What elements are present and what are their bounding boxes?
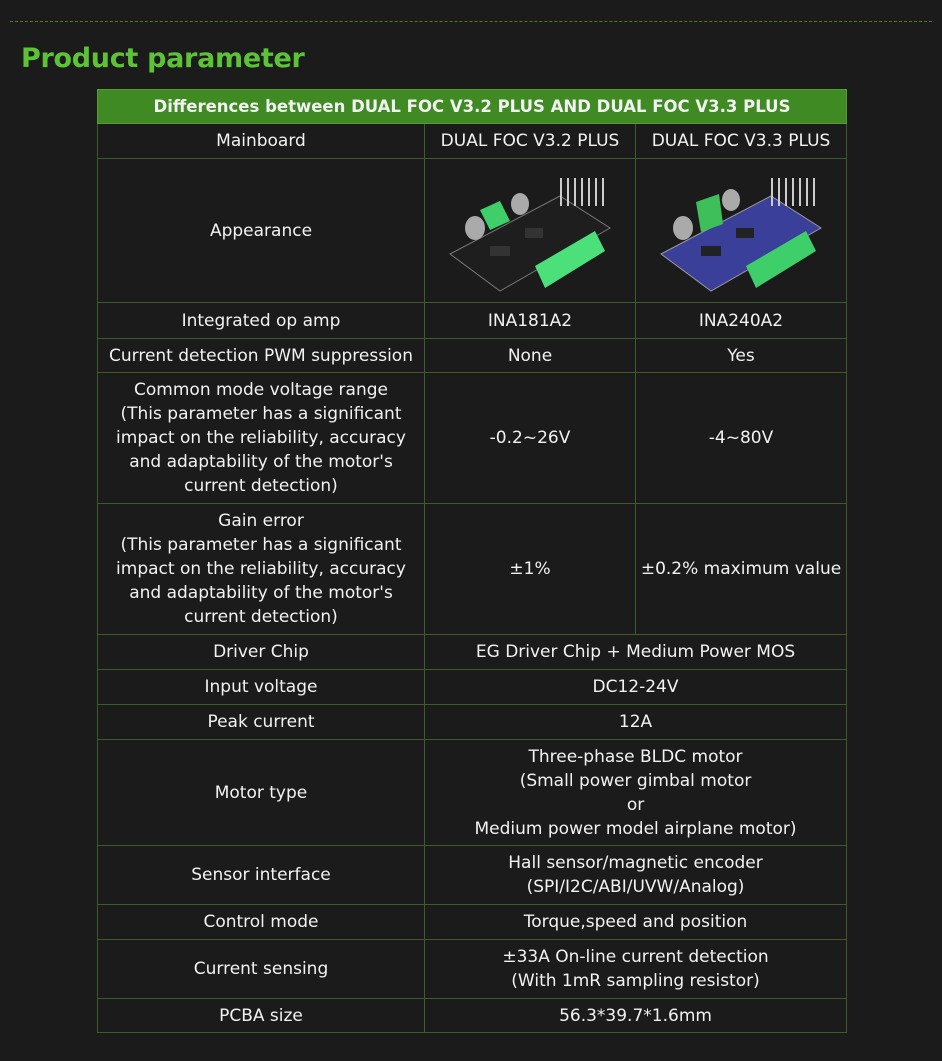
table-row bbox=[98, 373, 847, 504]
row-label: Peak current bbox=[98, 705, 425, 740]
cell-v32: ±1% bbox=[425, 504, 636, 635]
table-row bbox=[98, 670, 847, 705]
page-title: Product parameter bbox=[21, 43, 305, 74]
row-label: PCBA size bbox=[98, 999, 425, 1033]
cell-shared: EG Driver Chip + Medium Power MOS bbox=[425, 635, 847, 670]
table-row bbox=[98, 846, 847, 905]
row-label: Current sensing bbox=[98, 940, 425, 999]
table-row bbox=[98, 705, 847, 740]
board-image-v32 bbox=[425, 159, 636, 303]
row-label: Motor type bbox=[98, 740, 425, 846]
row-label: Input voltage bbox=[98, 670, 425, 705]
cell-shared: Three-phase BLDC motor (Small power gimbal motor or Medium power model airplane motor) bbox=[425, 740, 847, 846]
table-header: Differences between DUAL FOC V3.2 PLUS AND DUAL FOC V3.3 PLUS bbox=[98, 90, 847, 124]
cell-shared: DC12-24V bbox=[425, 670, 847, 705]
table-row bbox=[98, 124, 847, 159]
cell-v32: INA181A2 bbox=[425, 303, 636, 339]
cell-v33: DUAL FOC V3.3 PLUS bbox=[636, 124, 847, 159]
comparison-table bbox=[97, 89, 847, 1033]
row-label: Common mode voltage range (This parameter has a significant impact on the reliability, accuracy and adaptability of the motor's current detection) bbox=[98, 373, 425, 504]
board-image-v33 bbox=[636, 159, 847, 303]
table-row bbox=[98, 159, 847, 303]
cell-v33: INA240A2 bbox=[636, 303, 847, 339]
cell-v32: -0.2~26V bbox=[425, 373, 636, 504]
cell-v33: -4~80V bbox=[636, 373, 847, 504]
table-row bbox=[98, 635, 847, 670]
cell-shared: 56.3*39.7*1.6mm bbox=[425, 999, 847, 1033]
cell-shared: Torque,speed and position bbox=[425, 905, 847, 940]
cell-shared: 12A bbox=[425, 705, 847, 740]
row-label: Integrated op amp bbox=[98, 303, 425, 339]
table-row bbox=[98, 504, 847, 635]
divider bbox=[10, 21, 932, 22]
table-row bbox=[98, 999, 847, 1033]
table-row bbox=[98, 740, 847, 846]
row-label: Appearance bbox=[98, 159, 425, 303]
row-label: Driver Chip bbox=[98, 635, 425, 670]
row-label: Gain error (This parameter has a significant impact on the reliability, accuracy and adaptability of the motor's current detection) bbox=[98, 504, 425, 635]
cell-v33: ±0.2% maximum value bbox=[636, 504, 847, 635]
row-label: Control mode bbox=[98, 905, 425, 940]
cell-v32: None bbox=[425, 339, 636, 373]
cell-v32: DUAL FOC V3.2 PLUS bbox=[425, 124, 636, 159]
cell-shared: Hall sensor/magnetic encoder (SPI/I2C/ABI/UVW/Analog) bbox=[425, 846, 847, 905]
row-label: Current detection PWM suppression bbox=[98, 339, 425, 373]
table-row bbox=[98, 303, 847, 339]
table-row bbox=[98, 905, 847, 940]
cell-shared: ±33A On-line current detection (With 1mR sampling resistor) bbox=[425, 940, 847, 999]
cell-v33: Yes bbox=[636, 339, 847, 373]
row-label: Sensor interface bbox=[98, 846, 425, 905]
table-row bbox=[98, 339, 847, 373]
row-label: Mainboard bbox=[98, 124, 425, 159]
table-row bbox=[98, 940, 847, 999]
